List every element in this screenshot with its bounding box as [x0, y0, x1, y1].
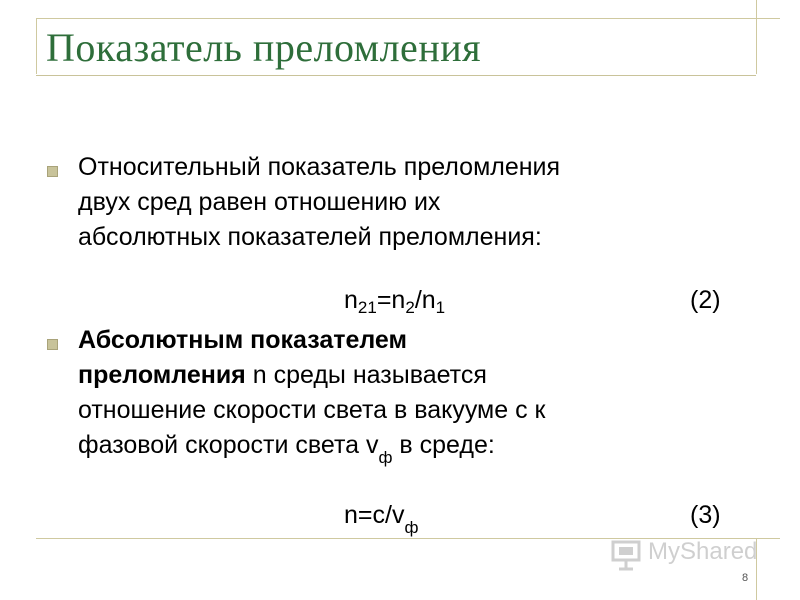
equation-number-3: (3) — [690, 501, 721, 529]
formula-1-slash: /n — [414, 286, 436, 314]
watermark — [610, 538, 760, 572]
paragraph-1-line-3: абсолютных показателей преломления: — [78, 223, 542, 251]
frame-line-left — [36, 18, 37, 74]
formula-1-eq: =n — [376, 286, 406, 314]
paragraph-2-line-2 — [78, 358, 738, 393]
formula-1-n: n — [344, 286, 358, 314]
presentation-board-icon — [610, 538, 644, 572]
page-number: 8 — [742, 572, 749, 584]
bullet-marker-1 — [47, 166, 58, 177]
watermark-text: MyShared — [648, 538, 758, 565]
formula-2-main: n=c/v — [344, 501, 405, 529]
bullet-marker-2 — [47, 339, 58, 350]
paragraph-2-line-4 — [78, 428, 738, 467]
paragraph-1-line-1: Относительный показатель преломления — [78, 153, 561, 181]
title-underline — [36, 75, 756, 76]
paragraph-2-line-4-after: в среде: — [392, 431, 495, 459]
frame-line-top — [36, 18, 780, 19]
bullet-paragraph-1 — [78, 150, 738, 255]
paragraph-2-rest-2: n среды называется — [245, 361, 487, 389]
formula-relative-index — [344, 283, 445, 318]
bullet-paragraph-2 — [78, 323, 738, 467]
formula-1-sub-21: 21 — [357, 298, 377, 317]
paragraph-1-line-2: двух сред равен отношению их — [78, 188, 441, 216]
formula-absolute-index — [344, 498, 419, 537]
paragraph-2-bold-1: Абсолютным показателем — [78, 326, 407, 354]
frame-line-right — [756, 0, 757, 74]
slide-title: Показатель преломления — [46, 25, 482, 70]
paragraph-2-sub-phi: ф — [378, 448, 393, 467]
paragraph-2-line-3: отношение скорости света в вакууме с к — [78, 396, 546, 424]
formula-2-sub-phi: ф — [404, 518, 419, 537]
formula-1-sub-1: 1 — [435, 298, 446, 317]
paragraph-2-bold-2: преломления — [78, 361, 246, 389]
formula-1-sub-2: 2 — [405, 298, 415, 317]
paragraph-2-line-4-before: фазовой скорости света v — [78, 431, 379, 459]
paragraph-2-line-1 — [78, 323, 738, 358]
equation-number-2: (2) — [690, 286, 721, 314]
